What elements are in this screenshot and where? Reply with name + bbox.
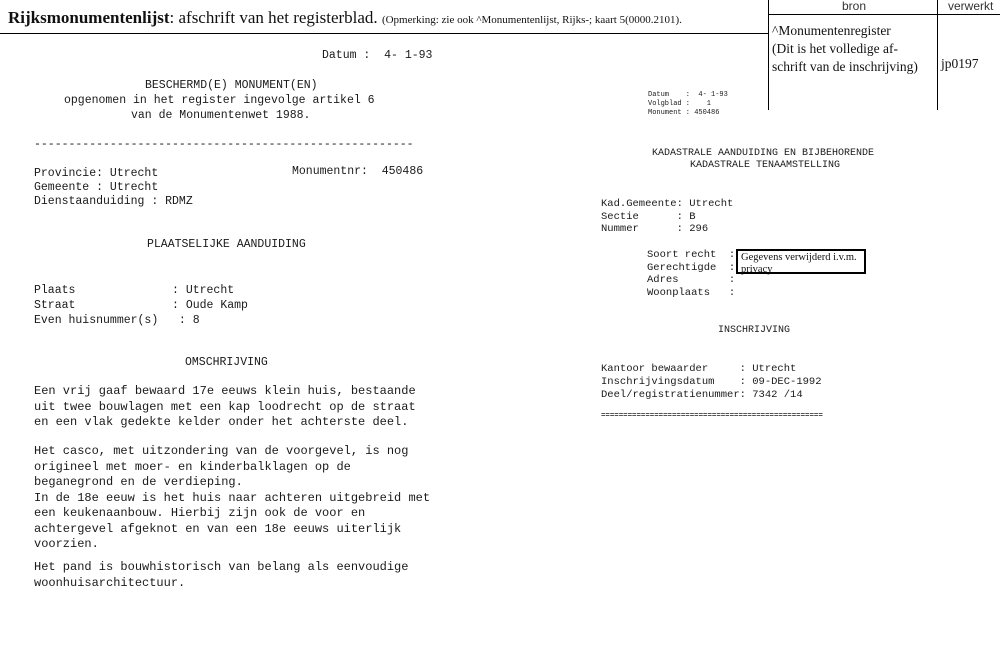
text-line: origineel met moer- en kinderbalklagen op de bbox=[34, 459, 351, 474]
kad-line: Sectie : B bbox=[601, 210, 696, 223]
kadastrale-heading: KADASTRALE AANDUIDING EN BIJBEHORENDE bbox=[652, 148, 875, 159]
column-header-bron: bron bbox=[842, 0, 867, 13]
datum-left: Datum : 4- 1-93 bbox=[322, 49, 433, 62]
privacy-redaction-box: Gegevens verwijderd i.v.m. privacy bbox=[736, 249, 866, 274]
header-row-line bbox=[768, 14, 1000, 15]
plaats-line: Straat : Oude Kamp bbox=[34, 299, 248, 312]
page-title bbox=[8, 8, 682, 28]
inschrijving-line: Inschrijvingsdatum : 09-DEC-1992 bbox=[601, 376, 822, 388]
small-line: Datum : 4- 1-93 bbox=[648, 91, 728, 99]
bron-line: (Dit is het volledige af- bbox=[772, 41, 898, 56]
inschrijving-block bbox=[601, 363, 822, 402]
dienstaanduiding: Dienstaanduiding : RDMZ bbox=[34, 195, 193, 208]
kad-line: Kad.Gemeente: Utrecht bbox=[601, 198, 734, 210]
kadaster-block bbox=[601, 198, 733, 236]
plaats-line: Plaats : Utrecht bbox=[34, 284, 235, 297]
provincie: Provincie: Utrecht bbox=[34, 167, 159, 180]
small-line: Monument : 450486 bbox=[648, 109, 720, 117]
small-line: Volgblad : 1 bbox=[648, 100, 712, 108]
omschrijving-heading: OMSCHRIJVING bbox=[185, 356, 268, 369]
separator-right: ================================================== bbox=[601, 412, 823, 420]
recht-line: Woonplaats : bbox=[647, 286, 736, 299]
text-line: beganegrond en de verdieping. bbox=[34, 475, 243, 489]
description-paragraph-2 bbox=[34, 444, 430, 553]
text-line: uit twee bouwlagen met een kap loodrecht op de straat bbox=[34, 399, 416, 414]
small-info bbox=[648, 91, 728, 118]
header-underline bbox=[0, 33, 768, 34]
column-header-verwerkt: verwerkt bbox=[948, 0, 994, 13]
title-bold: Rijksmonumentenlijst bbox=[8, 8, 170, 27]
gemeente: Gemeente : Utrecht bbox=[34, 181, 159, 194]
kadastrale-heading: KADASTRALE TENAAMSTELLING bbox=[690, 160, 841, 171]
text-line: voorzien. bbox=[34, 537, 99, 551]
inschrijving-heading: INSCHRIJVING bbox=[718, 325, 791, 336]
bron-cell bbox=[772, 22, 918, 76]
text-line: een keukenaanbouw. Hierbij zijn ook de voor en bbox=[34, 506, 366, 520]
recht-block bbox=[647, 249, 735, 299]
inschrijving-line: Kantoor bewaarder : Utrecht bbox=[601, 363, 797, 375]
text-line: In de 18e eeuw is het huis naar achteren uitgebreid met bbox=[34, 490, 431, 505]
title-rest: : afschrift van het registerblad. bbox=[169, 8, 378, 27]
text-line: Het casco, met uitzondering van de voorgevel, is nog bbox=[34, 444, 409, 458]
monumentnr: Monumentnr: 450486 bbox=[292, 165, 424, 178]
plaats-line: Even huisnummer(s) : 8 bbox=[34, 314, 200, 327]
bron-line: schrift van de inschrijving) bbox=[772, 59, 918, 74]
plaatselijke-heading: PLAATSELIJKE AANDUIDING bbox=[147, 238, 306, 251]
heading-line: opgenomen in het register ingevolge artikel 6 bbox=[64, 94, 375, 107]
heading-line: van de Monumentenwet 1988. bbox=[131, 109, 311, 122]
text-line: achtergevel afgeknot en van een 18e eeuws uiterlijk bbox=[34, 521, 402, 536]
inschrijving-line: Deel/registratienummer: 7342 /14 bbox=[601, 389, 803, 401]
verwerkt-cell: jp0197 bbox=[941, 56, 979, 71]
text-line: Een vrij gaaf bewaard 17e eeuws klein huis, bestaande bbox=[34, 384, 416, 398]
description-paragraph-1 bbox=[34, 384, 416, 431]
bron-line: ^Monumentenregister bbox=[772, 23, 891, 38]
separator-left: ------------------------------------------------------- bbox=[34, 138, 414, 151]
text-line: woonhuisarchitectuur. bbox=[34, 575, 186, 590]
description-paragraph-3 bbox=[34, 560, 408, 591]
heading-line: BESCHERMD(E) MONUMENT(EN) bbox=[145, 79, 318, 92]
recht-line: Soort recht : bbox=[647, 249, 736, 261]
recht-line: Gerechtigde : bbox=[647, 261, 736, 274]
text-line: en een vlak gedekte kelder onder het achterste deel. bbox=[34, 415, 409, 429]
column-divider-bron bbox=[768, 0, 769, 110]
recht-line: Adres : bbox=[647, 274, 736, 286]
text-line: Het pand is bouwhistorisch van belang als eenvoudige bbox=[34, 560, 409, 574]
column-divider-verwerkt bbox=[937, 0, 938, 110]
kad-line: Nummer : 296 bbox=[601, 223, 709, 235]
title-note: (Opmerking: zie ook ^Monumentenlijst, Rijks-; kaart 5(0000.2101). bbox=[381, 14, 682, 26]
